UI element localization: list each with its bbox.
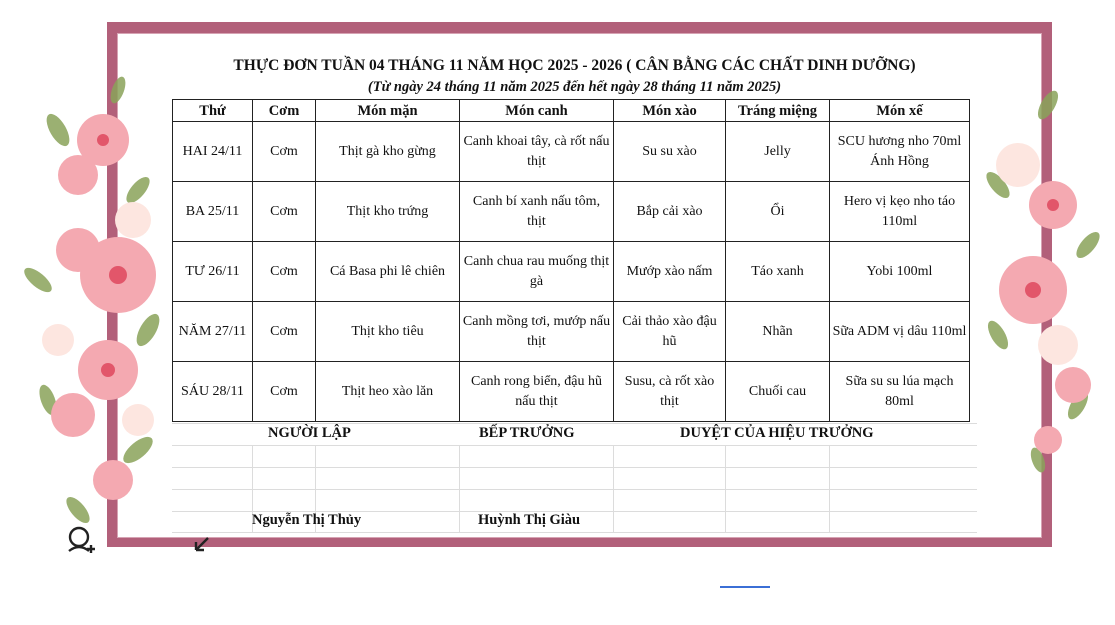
chef-title: BẾP TRƯỞNG <box>479 425 575 441</box>
cell-dessert: Jelly <box>726 122 830 182</box>
cell-snack: Sữa su su lúa mạch 80ml <box>830 362 970 422</box>
preparer-name: Nguyễn Thị Thủy <box>252 512 362 528</box>
cell-snack: Hero vị kẹo nho táo 110ml <box>830 182 970 242</box>
header-day: Thứ <box>173 100 253 122</box>
cell-stir-fry: Cải thảo xào đậu hũ <box>614 302 726 362</box>
cell-stir-fry: Mướp xào nấm <box>614 242 726 302</box>
cell-snack: Sữa ADM vị dâu 110ml <box>830 302 970 362</box>
cell-rice: Cơm <box>253 362 316 422</box>
cell-main-dish: Cá Basa phi lê chiên <box>316 242 460 302</box>
table-row <box>173 182 970 242</box>
cell-main-dish: Thịt kho trứng <box>316 182 460 242</box>
principal-title: DUYỆT CỦA HIỆU TRƯỞNG <box>680 425 874 441</box>
link-underline[interactable] <box>720 586 770 588</box>
cell-snack: Yobi 100ml <box>830 242 970 302</box>
cell-dessert: Táo xanh <box>726 242 830 302</box>
cell-dessert: Ổi <box>726 182 830 242</box>
table-header-row <box>173 100 970 122</box>
cell-day: HAI 24/11 <box>173 122 253 182</box>
cell-main-dish: Thịt kho tiêu <box>316 302 460 362</box>
cell-rice: Cơm <box>253 302 316 362</box>
cell-dessert: Chuối cau <box>726 362 830 422</box>
cell-soup: Canh bí xanh nấu tôm, thịt <box>460 182 614 242</box>
header-snack: Món xế <box>830 100 970 122</box>
cell-soup: Canh chua rau muống thịt gà <box>460 242 614 302</box>
cell-rice: Cơm <box>253 182 316 242</box>
menu-table <box>172 99 970 422</box>
table-row <box>173 302 970 362</box>
cell-rice: Cơm <box>253 242 316 302</box>
header-dessert: Tráng miệng <box>726 100 830 122</box>
menu-sheet <box>172 55 977 533</box>
cell-stir-fry: Bắp cải xào <box>614 182 726 242</box>
cell-stir-fry: Susu, cà rốt xào thịt <box>614 362 726 422</box>
cell-stir-fry: Su su xào <box>614 122 726 182</box>
table-row <box>173 122 970 182</box>
cell-dessert: Nhãn <box>726 302 830 362</box>
header-soup: Món canh <box>460 100 614 122</box>
cell-main-dish: Thịt gà kho gừng <box>316 122 460 182</box>
cell-main-dish: Thịt heo xào lăn <box>316 362 460 422</box>
resize-arrow-icon[interactable] <box>190 528 224 556</box>
cell-rice: Cơm <box>253 122 316 182</box>
preparer-title: NGƯỜI LẬP <box>268 425 351 441</box>
table-row <box>173 362 970 422</box>
cell-soup: Canh mồng tơi, mướp nấu thịt <box>460 302 614 362</box>
header-stir-fry: Món xào <box>614 100 726 122</box>
cell-snack: SCU hương nho 70ml Ánh Hồng <box>830 122 970 182</box>
header-main-dish: Món mặn <box>316 100 460 122</box>
cell-soup: Canh rong biển, đậu hũ nấu thịt <box>460 362 614 422</box>
user-add-icon[interactable] <box>65 525 99 555</box>
page-title: THỰC ĐƠN TUẦN 04 THÁNG 11 NĂM HỌC 2025 - 2026 ( CÂN BẰNG CÁC CHẤT DINH DƯỠNG) <box>233 57 916 74</box>
chef-name: Huỳnh Thị Giàu <box>478 512 581 528</box>
cell-day: NĂM 27/11 <box>173 302 253 362</box>
page-subtitle: (Từ ngày 24 tháng 11 năm 2025 đến hết ngày 28 tháng 11 năm 2025) <box>367 79 782 95</box>
cell-day: TƯ 26/11 <box>173 242 253 302</box>
cell-soup: Canh khoai tây, cà rốt nấu thịt <box>460 122 614 182</box>
header-rice: Cơm <box>253 100 316 122</box>
cell-day: BA 25/11 <box>173 182 253 242</box>
table-row <box>173 242 970 302</box>
cell-day: SÁU 28/11 <box>173 362 253 422</box>
